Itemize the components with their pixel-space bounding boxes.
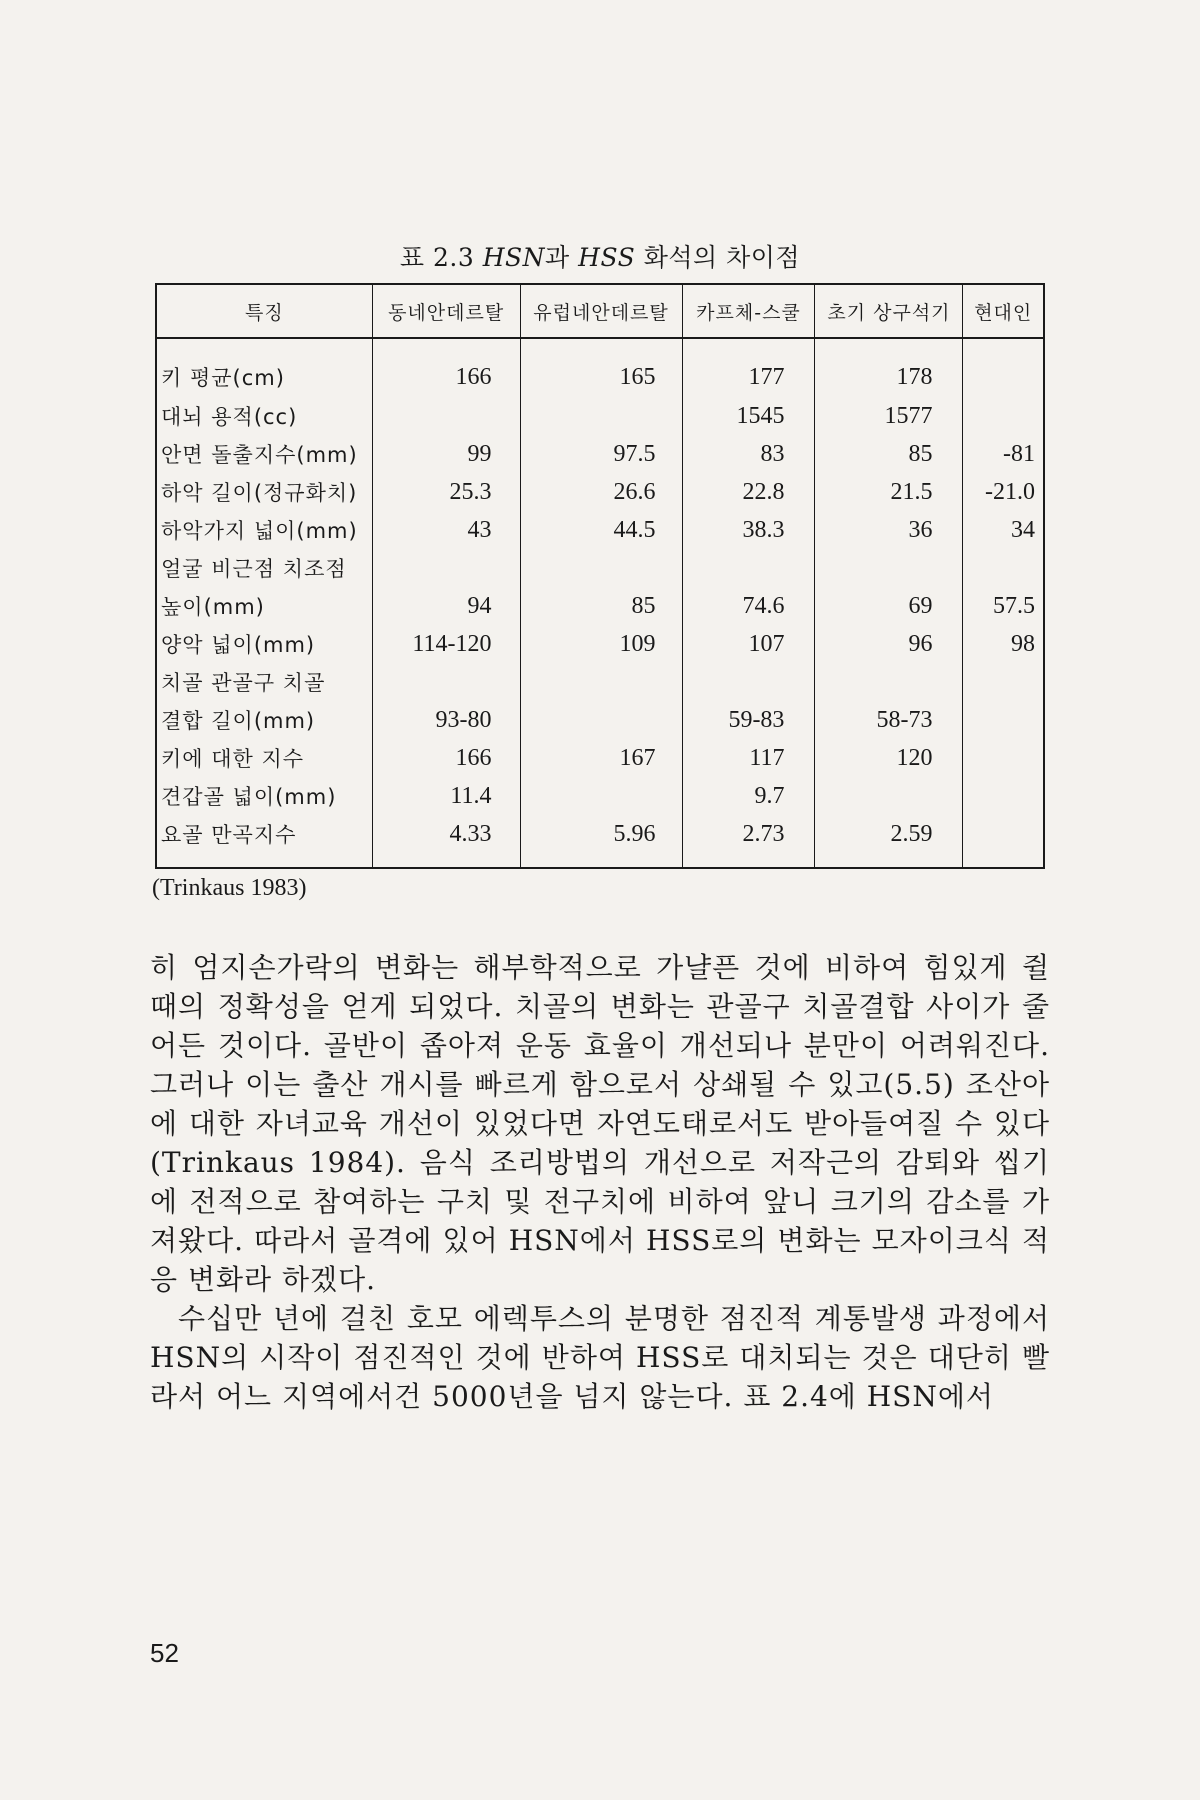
- table-cell: [372, 397, 520, 435]
- table-cell: 97.5: [520, 435, 682, 473]
- table-cell: [520, 701, 682, 739]
- table-cell: [963, 397, 1044, 435]
- row-label: 대뇌 용적(cc): [161, 405, 298, 429]
- table-row: [156, 338, 1044, 397]
- table-row: [156, 435, 1044, 473]
- row-label: 요골 만곡지수: [161, 823, 297, 847]
- table-cell: [682, 549, 815, 587]
- header-europe-neanderthal: 유럽네안데르탈: [520, 284, 682, 338]
- table-cell: 117: [682, 739, 815, 777]
- table-cell: 1577: [815, 397, 963, 435]
- table-cell: [520, 549, 682, 587]
- table-cell: 94: [372, 587, 520, 625]
- caption-mid: 과: [545, 243, 570, 272]
- table-row: [156, 777, 1044, 815]
- table-cell: 59-83: [682, 701, 815, 739]
- header-qafzeh-skhul: 카프체-스쿨: [682, 284, 815, 338]
- table-row: [156, 473, 1044, 511]
- table-cell: 22.8: [682, 473, 815, 511]
- row-label: 얼굴 비근점 치조점: [161, 557, 347, 581]
- table-cell: [963, 549, 1044, 587]
- table-cell: 96: [815, 625, 963, 663]
- body-text: [150, 948, 1050, 1416]
- table-cell: 109: [520, 625, 682, 663]
- table-header-row: [156, 284, 1044, 338]
- paragraph-1: 히 엄지손가락의 변화는 해부학적으로 가냘픈 것에 비하여 힘있게 쥘 때의 정확성을 얻게 되었다. 치골의 변화는 관골구 치골결합 사이가 줄어든 것이다. 골반이 좁아져 운동 효율이 개선되나 분만이 어려워진다. 그러나 이는 출산 개시를 빠르게 함으로서 상쇄될 수 있고(5.5) 조산아에 대한 자녀교육 개선이 있었다면 자연도태로서도 받아들여질 수 있다(Trinkaus 1984). 음식 조리방법의 개선으로 저작근의 감퇴와 씹기에 전적으로 참여하는 구치 및 전구치에 비하여 앞니 크기의 감소를 가져왔다. 따라서 골격에 있어 HSN에서 HSS로의 변화는 모자이크식 적응 변화라 하겠다.: [150, 951, 1050, 1296]
- table-cell: 21.5: [815, 473, 963, 511]
- table-cell: 166: [372, 338, 520, 397]
- table-cell: 36: [815, 511, 963, 549]
- row-label: 높이(mm): [161, 595, 265, 619]
- table-row: [156, 549, 1044, 587]
- caption-hsn: HSN: [482, 243, 546, 272]
- row-label: 하악 길이(정규화치): [161, 481, 358, 505]
- row-label: 결합 길이(mm): [161, 709, 316, 733]
- table-cell: [963, 663, 1044, 701]
- table-cell: [520, 663, 682, 701]
- table-cell: [815, 777, 963, 815]
- table-row: [156, 663, 1044, 701]
- table-cell: 93-80: [372, 701, 520, 739]
- table-cell: 167: [520, 739, 682, 777]
- table-cell: 58-73: [815, 701, 963, 739]
- row-label: 양악 넓이(mm): [161, 633, 316, 657]
- table-cell: [372, 549, 520, 587]
- caption-prefix: 표 2.3: [399, 243, 475, 272]
- table-caption: [0, 238, 1200, 274]
- table-cell: [963, 701, 1044, 739]
- table-cell: 166: [372, 739, 520, 777]
- table-row: [156, 701, 1044, 739]
- table-cell: 120: [815, 739, 963, 777]
- table-cell: 83: [682, 435, 815, 473]
- table-cell: [963, 815, 1044, 868]
- table-row: [156, 739, 1044, 777]
- table-row: [156, 511, 1044, 549]
- table-row: [156, 815, 1044, 868]
- table-cell: [963, 777, 1044, 815]
- table-cell: 57.5: [963, 587, 1044, 625]
- table-cell: [963, 338, 1044, 397]
- table-cell: [815, 663, 963, 701]
- table-cell: 9.7: [682, 777, 815, 815]
- header-east-neanderthal: 동네안데르탈: [372, 284, 520, 338]
- table-cell: 69: [815, 587, 963, 625]
- table-cell: 177: [682, 338, 815, 397]
- table-cell: 85: [815, 435, 963, 473]
- table-cell: -21.0: [963, 473, 1044, 511]
- table-cell: 2.59: [815, 815, 963, 868]
- table-cell: [520, 777, 682, 815]
- header-modern-human: 현대인: [963, 284, 1044, 338]
- caption-suffix: 화석의 차이점: [643, 243, 801, 272]
- table-body: [156, 338, 1044, 868]
- caption-hss: HSS: [578, 243, 636, 272]
- row-label: 견갑골 넓이(mm): [161, 785, 337, 809]
- comparison-table: [155, 283, 1045, 869]
- table-cell: -81: [963, 435, 1044, 473]
- paragraph-2: 수십만 년에 걸친 호모 에렉투스의 분명한 점진적 계통발생 과정에서 HSN의 시작이 점진적인 것에 반하여 HSS로 대치되는 것은 대단히 빨라서 어느 지역에서건 5000년을 넘지 않는다. 표 2.4에 HSN에서: [150, 1302, 1050, 1413]
- table-cell: [682, 663, 815, 701]
- table-cell: [963, 739, 1044, 777]
- table-cell: [520, 397, 682, 435]
- row-label: 안면 돌출지수(mm): [161, 443, 358, 467]
- table-cell: 26.6: [520, 473, 682, 511]
- table-cell: [815, 549, 963, 587]
- row-label: 키 평균(cm): [161, 366, 285, 390]
- table-cell: 43: [372, 511, 520, 549]
- header-feature: 특징: [156, 284, 372, 338]
- table-cell: 107: [682, 625, 815, 663]
- table-cell: 98: [963, 625, 1044, 663]
- table-cell: [372, 663, 520, 701]
- row-label: 키에 대한 지수: [161, 747, 305, 771]
- table-source: (Trinkaus 1983): [152, 875, 307, 901]
- table-cell: 4.33: [372, 815, 520, 868]
- table-cell: 44.5: [520, 511, 682, 549]
- table-row: [156, 587, 1044, 625]
- table-cell: 74.6: [682, 587, 815, 625]
- table-cell: 85: [520, 587, 682, 625]
- header-early-upper-paleolithic: 초기 상구석기: [815, 284, 963, 338]
- table-cell: 2.73: [682, 815, 815, 868]
- table-row: [156, 625, 1044, 663]
- page-number: 52: [150, 1638, 179, 1668]
- table-cell: 11.4: [372, 777, 520, 815]
- table-cell: 178: [815, 338, 963, 397]
- table-cell: 114-120: [372, 625, 520, 663]
- table-cell: 38.3: [682, 511, 815, 549]
- table-cell: 99: [372, 435, 520, 473]
- table-cell: 34: [963, 511, 1044, 549]
- table-cell: 5.96: [520, 815, 682, 868]
- row-label: 하악가지 넓이(mm): [161, 519, 358, 543]
- table-cell: 25.3: [372, 473, 520, 511]
- table-cell: 1545: [682, 397, 815, 435]
- row-label: 치골 관골구 치골: [161, 671, 326, 695]
- table-row: [156, 397, 1044, 435]
- table-cell: 165: [520, 338, 682, 397]
